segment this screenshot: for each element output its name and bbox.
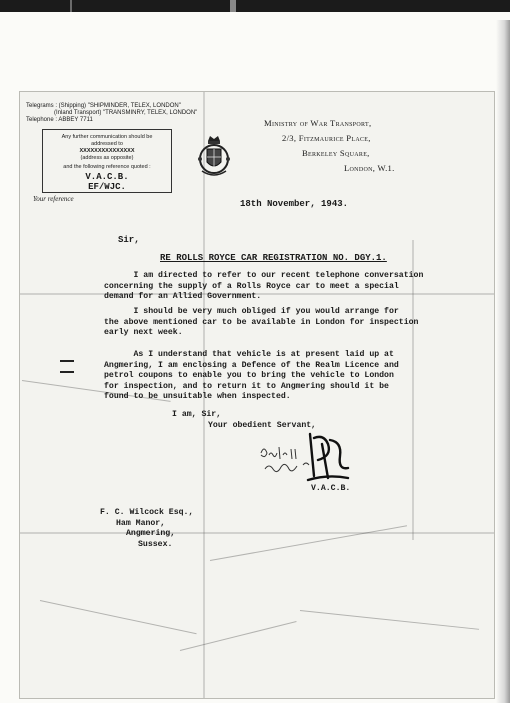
signature-mark (300, 430, 352, 492)
closing-line: I am, Sir, (172, 410, 222, 419)
address-line: Ministry of War Transport, (264, 118, 372, 128)
reference-box (42, 129, 172, 193)
closing-line: Your obedient Servant, (208, 421, 317, 430)
ref-instruction: (address as opposite) (80, 155, 134, 161)
ref-instruction: Any further communication should be (61, 134, 153, 140)
ref-instruction: and the following reference quoted : (63, 164, 151, 170)
body-paragraph: I am directed to refer to our recent telephone conversation concerning the supply of a Rolls Royce car to meet a special demand for an Allied Government. (104, 271, 424, 302)
ref-struck-address: XXXXXXXXXXXXXXX (79, 148, 135, 154)
telephone-line: Telephone : ABBEY 7711 (26, 117, 93, 123)
ref-instruction: addressed to (91, 141, 123, 147)
address-line: 2/3, Fitzmaurice Place, (282, 133, 371, 143)
margin-mark (60, 360, 74, 362)
margin-mark (60, 371, 74, 373)
body-paragraph: As I understand that vehicle is at present laid up at Angmering, I am enclosing a Defence of the Realm Licence and petrol coupons to enable you to bring the vehicle to London for inspection, and to return it to Angmering should it be found to be unsuitable when inspected. (104, 350, 399, 402)
telegram-line: Telegrams : (Shipping) "SHIPMINDER, TELEX, LONDON" (26, 103, 181, 109)
address-line: London, W.1. (344, 163, 395, 173)
recipient-line: Angmering, (126, 529, 176, 539)
address-line: Berkeley Square, (302, 148, 370, 158)
telegram-line: (Inland Transport) "TRANSMINRY, TELEX, LONDON" (54, 110, 198, 116)
ref-code: EF/WJC. (88, 182, 126, 192)
ref-code: V.A.C.B. (85, 172, 129, 182)
salutation: Sir, (118, 235, 140, 245)
recipient-line: Ham Manor, (116, 518, 166, 528)
telegram-info (26, 103, 246, 124)
top-strip (0, 0, 510, 12)
recipient-line: Sussex. (138, 539, 173, 549)
recipient-line: F. C. Wilcock Esq., (100, 508, 194, 517)
fold-line (20, 532, 494, 534)
recipient-address (100, 508, 193, 550)
letter-date: 18th November, 1943. (240, 199, 349, 209)
your-reference-label: Your reference (33, 195, 74, 203)
photocopy-right-edge (496, 20, 510, 703)
signatory-code: V.A.C.B. (311, 484, 351, 493)
body-paragraph: I should be very much obliged if you would arrange for the above mentioned car to be available in London for inspection early next week. (104, 307, 419, 338)
ministry-address (262, 116, 440, 176)
subject-heading: RE ROLLS ROYCE CAR REGISTRATION NO. DGY.1. (160, 253, 387, 263)
royal-crest-icon (194, 133, 234, 181)
